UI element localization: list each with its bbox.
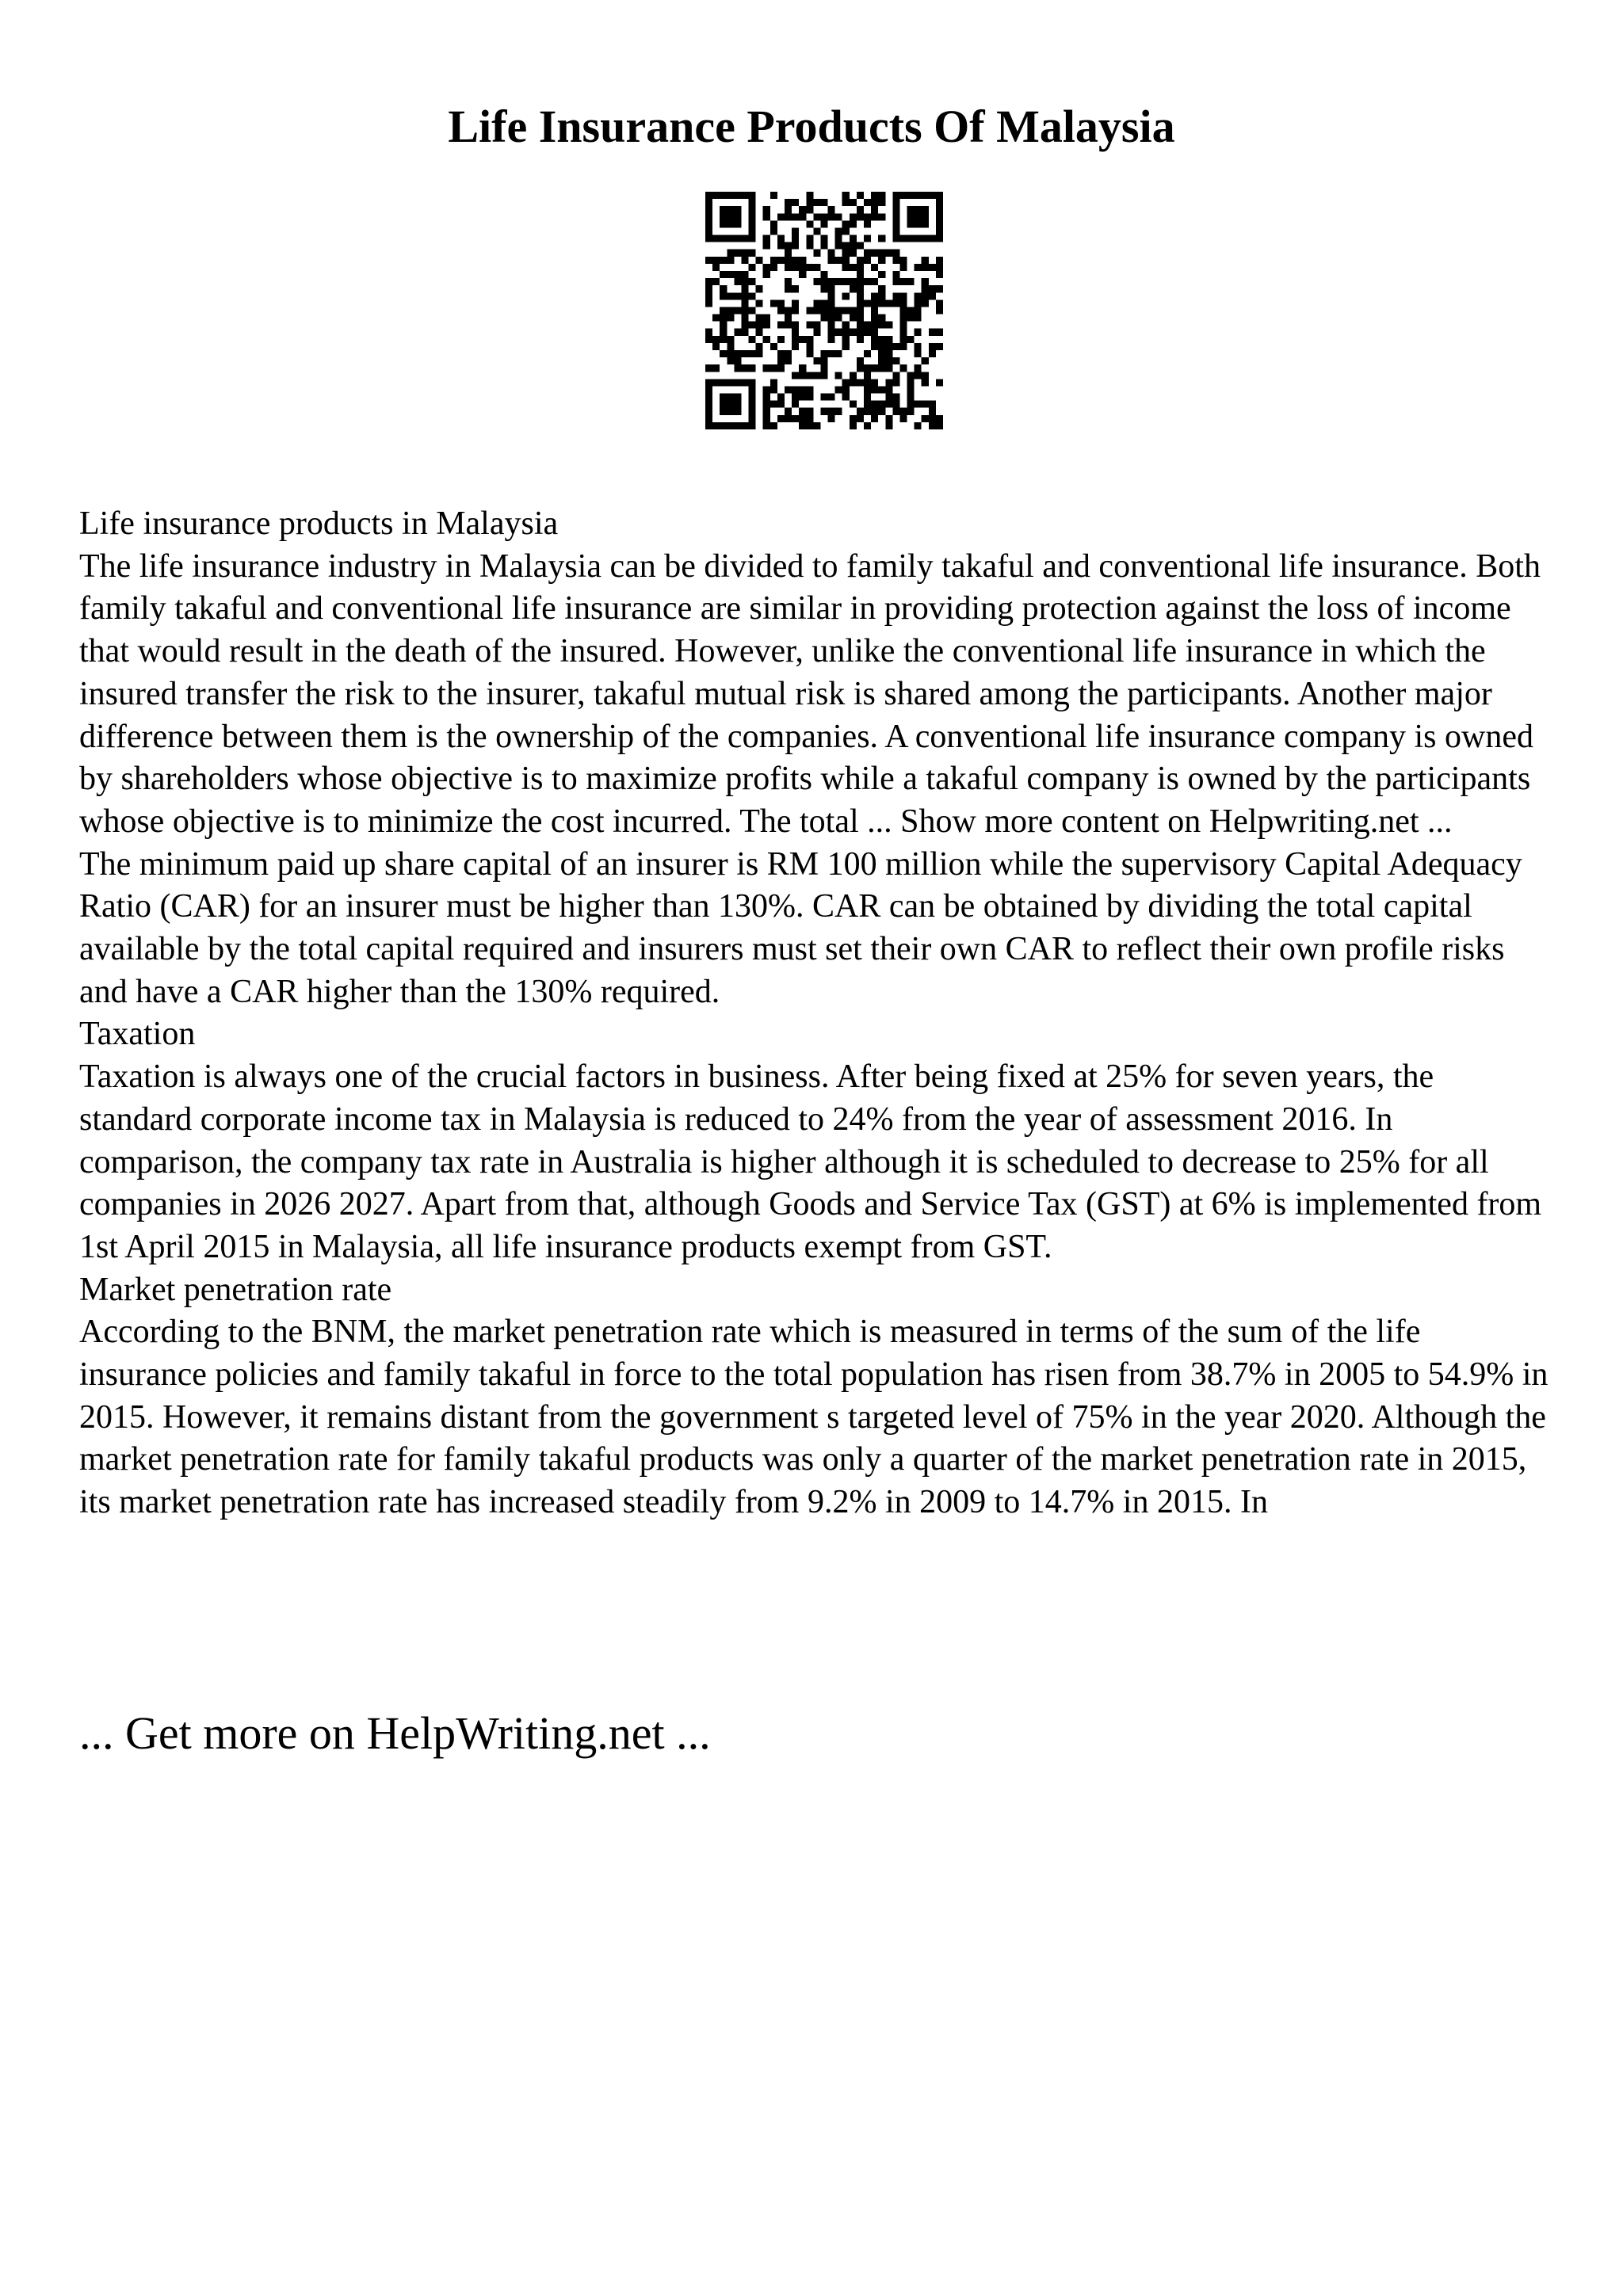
page-title: Life Insurance Products Of Malaysia <box>448 101 1175 152</box>
section-heading-taxation: Taxation <box>79 1016 196 1053</box>
section-heading-intro: Life insurance products in Malaysia <box>79 505 559 542</box>
qr-code-icon[interactable] <box>705 192 943 429</box>
paragraph-capital: The minimum paid up share capital of an insurer is RM 100 million while the supervisory Capital Adequacy Ratio (CAR) for an insurer must be higher than 130%. CAR can be obtained by dividing the total capital available by the total capital required and insurers must set their own CAR to reflect their own profile risks and have a CAR higher than the 130% required. <box>79 845 1522 1010</box>
document-body <box>79 503 1553 1524</box>
section-heading-market-penetration: Market penetration rate <box>79 1271 392 1308</box>
paragraph-market-penetration: According to the BNM, the market penetration rate which is measured in terms of the sum of the life insurance policies and family takaful in force to the total population has risen from 38.7% in 2005 to 54.9% in 2015. However, it remains distant from the government s targeted level of 75% in the year 2020. Although the market penetration rate for family takaful products was only a quarter of the market penetration rate in 2015, its market penetration rate has increased steadily from 9.2% in 2009 to 14.7% in 2015. In <box>79 1314 1549 1521</box>
paragraph-overview: The life insurance industry in Malaysia can be divided to family takaful and conventional life insurance. Both family takaful and conventional life insurance are similar in providing protection against the loss of income that would result in the death of the insured. However, unlike the conventional life insurance in which the insured transfer the risk to the insurer, takaful mutual risk is shared among the participants. Another major difference between them is the ownership of the companies. A conventional life insurance company is owned by shareholders whose objective is to maximize profits while a takaful company is owned by the participants whose objective is to minimize the cost incurred. The total ... Show more content on Helpwriting.net ... <box>79 547 1541 840</box>
paragraph-taxation: Taxation is always one of the crucial factors in business. After being fixed at 25% for seven years, the standard corporate income tax in Malaysia is reduced to 24% from the year of assessment 2016. In comparison, the company tax rate in Australia is higher although it is scheduled to decrease to 25% for all companies in 2026 2027. Apart from that, although Goods and Service Tax (GST) at 6% is implemented from 1st April 2015 in Malaysia, all life insurance products exempt from GST. <box>79 1058 1542 1265</box>
get-more-link[interactable]: ... Get more on HelpWriting.net ... <box>79 1707 711 1759</box>
